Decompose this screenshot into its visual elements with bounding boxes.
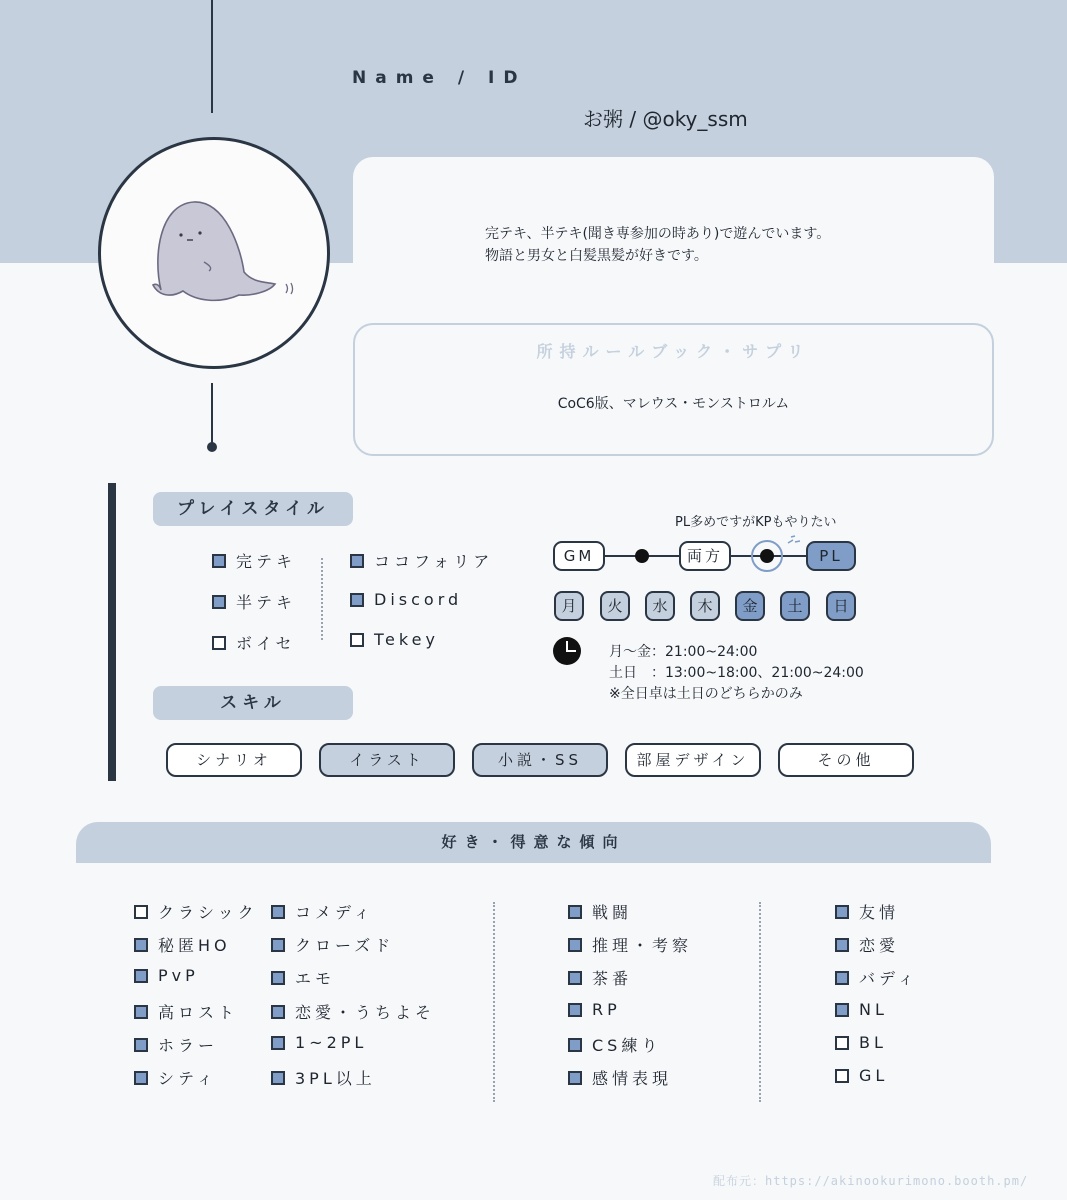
bio-text <box>485 223 830 267</box>
checkbox-label: 友情 <box>859 903 900 922</box>
checkbox <box>835 1003 849 1017</box>
checkbox <box>212 595 226 609</box>
like-city[interactable] <box>134 1066 217 1089</box>
checkbox-label: RP <box>592 1000 621 1019</box>
checkbox <box>271 1005 285 1019</box>
like-closed[interactable] <box>271 933 394 956</box>
like-friendship[interactable] <box>835 900 899 923</box>
checkbox <box>835 971 849 985</box>
day-tue[interactable]: 火 <box>600 591 630 621</box>
day-sat[interactable]: 土 <box>780 591 810 621</box>
checkbox-label: 3PL以上 <box>295 1069 376 1088</box>
checkbox <box>271 1071 285 1085</box>
ghost-icon <box>101 140 327 366</box>
like-emo[interactable] <box>271 966 335 989</box>
day-thu[interactable]: 木 <box>690 591 720 621</box>
likes-divider-2 <box>759 902 761 1102</box>
day-sun[interactable]: 日 <box>826 591 856 621</box>
like-romance[interactable] <box>835 933 899 956</box>
checkbox-label: BL <box>859 1033 887 1052</box>
checkbox-label: ボイセ <box>236 634 296 653</box>
checkbox <box>271 971 285 985</box>
playstyle-heading: プレイスタイル <box>153 492 353 526</box>
checkbox <box>271 938 285 952</box>
like-cs-building[interactable] <box>568 1033 661 1056</box>
like-comedy[interactable] <box>271 900 374 923</box>
role-pl-option[interactable]: PL <box>806 541 856 571</box>
checkbox-label: クラシック <box>158 903 258 922</box>
rulebook-title: 所持ルールブック・サプリ <box>536 342 811 361</box>
like-nl[interactable] <box>835 1000 888 1019</box>
skill-other[interactable]: その他 <box>778 743 914 777</box>
playstyle-tool-cocofolia[interactable] <box>350 549 493 572</box>
playstyle-mode-hantext[interactable] <box>212 590 296 613</box>
checkbox-label: バディ <box>859 969 918 988</box>
skill-room-design[interactable]: 部屋デザイン <box>625 743 761 777</box>
checkbox <box>134 905 148 919</box>
name-id-label: Name / ID <box>352 68 527 88</box>
checkbox-label: シティ <box>158 1069 217 1088</box>
checkbox <box>134 938 148 952</box>
checkbox <box>134 1005 148 1019</box>
skill-novel[interactable]: 小説・SS <box>472 743 608 777</box>
avatar-stem-dot <box>207 442 217 452</box>
checkbox-label: GL <box>859 1066 889 1085</box>
checkbox-label: 恋愛 <box>859 936 900 955</box>
checkbox-label: 完テキ <box>236 552 297 571</box>
likes-panel <box>76 822 991 1130</box>
checkbox <box>134 1071 148 1085</box>
clock-icon <box>553 637 581 665</box>
time-weekdays: 月〜金：21:00~24:00 <box>609 644 758 660</box>
playstyle-tool-tekey[interactable] <box>350 630 439 649</box>
checkbox <box>568 971 582 985</box>
section-side-bar <box>108 483 116 781</box>
checkbox <box>835 938 849 952</box>
checkbox-label: 推理・考察 <box>592 936 693 955</box>
day-fri[interactable]: 金 <box>735 591 765 621</box>
bio-line-1: 完テキ、半テキ(聞き専参加の時あり)で遊んでいます。 <box>485 226 831 242</box>
checkbox-label: Discord <box>374 590 463 609</box>
checkbox <box>835 1036 849 1050</box>
checkbox <box>568 1071 582 1085</box>
checkbox <box>568 1003 582 1017</box>
like-deduction[interactable] <box>568 933 692 956</box>
checkbox-label: NL <box>859 1000 888 1019</box>
bio-card <box>353 157 994 312</box>
like-1-2pl[interactable] <box>271 1033 367 1052</box>
time-weekend: 土日 ：13:00~18:00、21:00~24:00 <box>609 665 864 681</box>
checkbox <box>568 905 582 919</box>
checkbox-label: Tekey <box>374 630 439 649</box>
checkbox <box>134 969 148 983</box>
checkbox <box>350 593 364 607</box>
checkbox-label: エモ <box>295 969 336 988</box>
role-both-option[interactable]: 両方 <box>679 541 731 571</box>
checkbox <box>835 1069 849 1083</box>
sparkle-icon <box>786 533 802 547</box>
time-note: ※全日卓は土日のどちらかのみ <box>609 686 803 702</box>
like-buddy[interactable] <box>835 966 918 989</box>
checkbox-label: ココフォリア <box>374 552 494 571</box>
like-bl[interactable] <box>835 1033 887 1052</box>
avatar-stem-top <box>211 0 213 113</box>
like-high-lost[interactable] <box>134 1000 238 1023</box>
checkbox-label: 恋愛・うちよそ <box>295 1003 436 1022</box>
likes-heading: 好き・得意な傾向 <box>76 822 991 863</box>
checkbox <box>835 905 849 919</box>
checkbox <box>212 554 226 568</box>
skills-heading: スキル <box>153 686 353 720</box>
like-combat[interactable] <box>568 900 632 923</box>
like-rp[interactable] <box>568 1000 621 1019</box>
checkbox <box>271 1036 285 1050</box>
checkbox-label: 戦闘 <box>592 903 633 922</box>
checkbox-label: ホラー <box>158 1036 219 1055</box>
checkbox <box>134 1038 148 1052</box>
playstyle-tool-discord[interactable] <box>350 590 462 609</box>
checkbox-label: 秘匿HO <box>158 936 231 955</box>
checkbox-label: クローズド <box>295 936 395 955</box>
like-pvp[interactable] <box>134 966 199 985</box>
checkbox-label: PvP <box>158 966 199 985</box>
checkbox-label: 半テキ <box>236 593 297 612</box>
checkbox <box>568 938 582 952</box>
checkbox-label: 感情表現 <box>592 1069 673 1088</box>
checkbox <box>350 633 364 647</box>
playstyle-mode-kantext[interactable] <box>212 549 296 572</box>
checkbox-label: 1~2PL <box>295 1033 368 1052</box>
like-secret-ho[interactable] <box>134 933 231 956</box>
checkbox-label: CS練り <box>592 1036 662 1055</box>
playstyle-mode-voice[interactable] <box>212 631 296 654</box>
role-gm-option[interactable]: GM <box>553 541 605 571</box>
checkbox <box>568 1038 582 1052</box>
like-emotion-expression[interactable] <box>568 1066 672 1089</box>
rulebook-text: CoC6版、マレウス・モンストロルム <box>557 396 790 412</box>
role-selected-dot[interactable] <box>760 549 774 563</box>
day-wed[interactable]: 水 <box>645 591 675 621</box>
bio-line-2: 物語と男女と白髪黒髪が好きです。 <box>485 248 708 264</box>
skill-scenario[interactable]: シナリオ <box>166 743 302 777</box>
checkbox <box>271 905 285 919</box>
checkbox-label: 高ロスト <box>158 1003 239 1022</box>
like-chaban[interactable] <box>568 966 632 989</box>
checkbox <box>350 554 364 568</box>
day-mon[interactable]: 月 <box>554 591 584 621</box>
like-gl[interactable] <box>835 1066 888 1085</box>
name-id-value: お粥 / @oky_ssm <box>583 107 748 131</box>
avatar-stem-bottom <box>211 383 213 443</box>
credit-text: 配布元：https://akinookurimono.booth.pm/ <box>713 1174 1029 1188</box>
likes-divider-1 <box>493 902 495 1102</box>
like-romance-uchiyoso[interactable] <box>271 1000 435 1023</box>
rulebook-card <box>353 323 994 456</box>
playstyle-divider <box>321 558 323 640</box>
checkbox <box>212 636 226 650</box>
skill-illust[interactable]: イラスト <box>319 743 455 777</box>
like-classic[interactable] <box>134 900 258 923</box>
checkbox-label: コメディ <box>295 903 374 922</box>
avatar <box>98 137 330 369</box>
role-scale-dot <box>635 549 649 563</box>
like-3pl-plus[interactable] <box>271 1066 376 1089</box>
role-note: PL多めですがKPもやりたい <box>675 515 837 530</box>
checkbox-label: 茶番 <box>592 969 633 988</box>
like-horror[interactable] <box>134 1033 218 1056</box>
